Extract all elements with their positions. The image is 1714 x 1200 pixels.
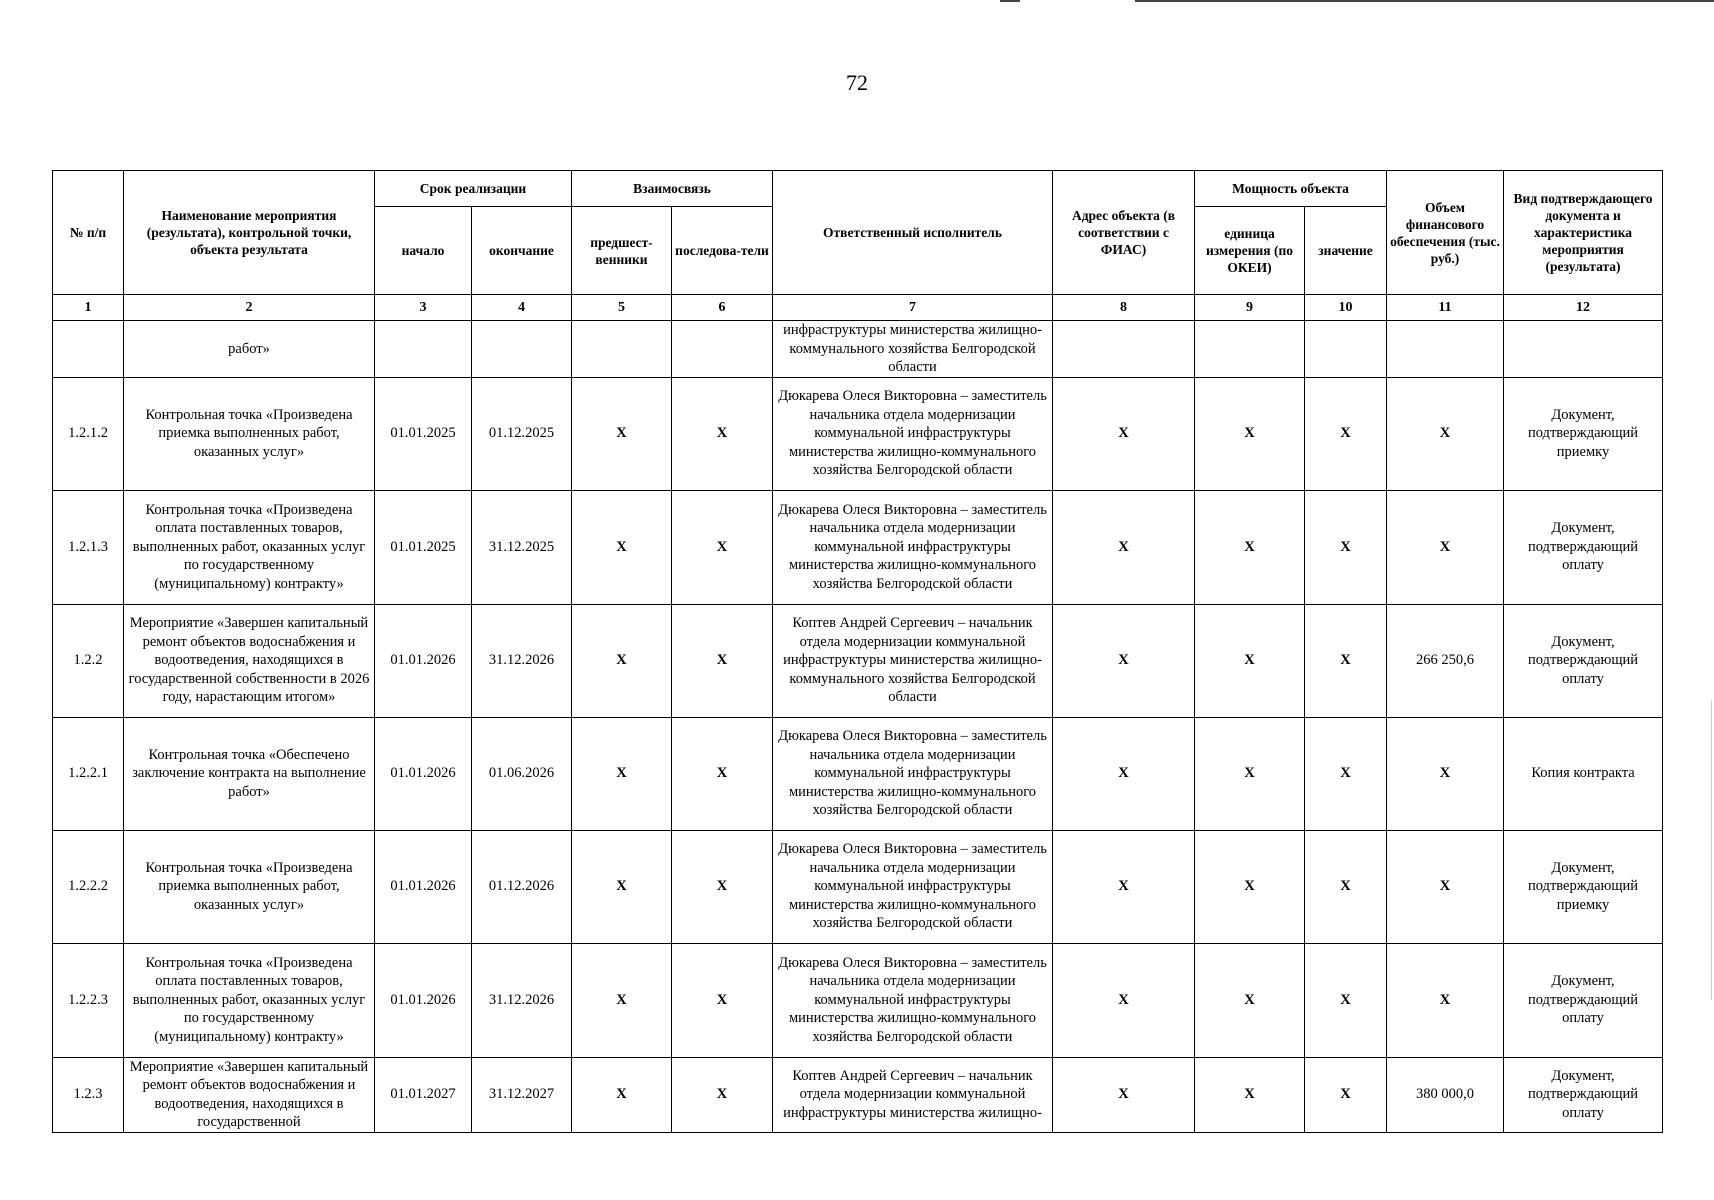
row-prev [572,321,672,378]
row-address: X [1053,830,1195,943]
row-next: X [672,943,773,1057]
row-doc: Документ, подтверждающий оплату [1504,604,1663,717]
col-number: 8 [1053,295,1195,321]
row-doc: Документ, подтверждающий оплату [1504,1057,1663,1132]
col-number: 10 [1305,295,1387,321]
table-row [53,717,1663,830]
col-number: 3 [375,295,472,321]
header-finance: Объем финансового обеспечения (тыс. руб.) [1387,171,1504,295]
row-num: 1.2.2.3 [53,943,124,1057]
col-number: 11 [1387,295,1504,321]
col-number: 1 [53,295,124,321]
row-num: 1.2.3 [53,1057,124,1132]
header-term-end: окончание [472,207,572,295]
row-finance: X [1387,490,1504,604]
header-capacity-group: Мощность объекта [1195,171,1387,207]
row-doc: Копия контракта [1504,717,1663,830]
row-next: X [672,377,773,490]
row-name: Мероприятие «Завершен капитальный ремонт объектов водоснабжения и водоотведения, находящихся в государственной [124,1057,375,1132]
row-unit: X [1195,1057,1305,1132]
row-next: X [672,604,773,717]
activities-table [52,170,1663,1133]
row-num: 1.2.2.1 [53,717,124,830]
row-name: Контрольная точка «Обеспечено заключение контракта на выполнение работ» [124,717,375,830]
row-doc: Документ, подтверждающий приемку [1504,377,1663,490]
row-end: 01.06.2026 [472,717,572,830]
row-executor: Дюкарева Олеся Викторовна – заместитель начальника отдела модернизации коммунальной инфраструктуры министерства жилищно-коммунального хозяйства Белгородской области [773,377,1053,490]
row-address [1053,321,1195,378]
row-executor: Дюкарева Олеся Викторовна – заместитель начальника отдела модернизации коммунальной инфраструктуры министерства жилищно-коммунального хозяйства Белгородской области [773,717,1053,830]
row-prev: X [572,377,672,490]
row-prev: X [572,1057,672,1132]
row-address: X [1053,717,1195,830]
row-unit: X [1195,604,1305,717]
header-link-next: последова-тели [672,207,773,295]
row-next: X [672,717,773,830]
row-address: X [1053,943,1195,1057]
header-name: Наименование мероприятия (результата), контрольной точки, объекта результата [124,171,375,295]
col-number: 2 [124,295,375,321]
row-value: X [1305,1057,1387,1132]
row-address: X [1053,604,1195,717]
scan-edge-top [1135,0,1714,2]
row-next [672,321,773,378]
row-next: X [672,1057,773,1132]
col-number: 7 [773,295,1053,321]
header-executor: Ответственный исполнитель [773,171,1053,295]
row-value [1305,321,1387,378]
row-finance: X [1387,943,1504,1057]
row-unit: X [1195,490,1305,604]
row-value: X [1305,830,1387,943]
row-end: 01.12.2025 [472,377,572,490]
scan-artifact-top [1000,0,1020,2]
row-finance: X [1387,717,1504,830]
table-row [53,321,1663,378]
row-end [472,321,572,378]
row-num: 1.2.1.3 [53,490,124,604]
header-link-prev: предшест-венники [572,207,672,295]
row-start: 01.01.2026 [375,943,472,1057]
col-number: 9 [1195,295,1305,321]
row-doc: Документ, подтверждающий приемку [1504,830,1663,943]
row-executor: Коптев Андрей Сергеевич – начальник отдела модернизации коммунальной инфраструктуры министерства жилищно-коммунального хозяйства Белгородской области [773,604,1053,717]
row-address: X [1053,490,1195,604]
row-finance [1387,321,1504,378]
row-name: Контрольная точка «Произведена приемка выполненных работ, оказанных услуг» [124,830,375,943]
col-number: 6 [672,295,773,321]
row-value: X [1305,490,1387,604]
row-prev: X [572,490,672,604]
row-finance: X [1387,377,1504,490]
row-start: 01.01.2027 [375,1057,472,1132]
row-start: 01.01.2026 [375,604,472,717]
row-start [375,321,472,378]
row-executor: Дюкарева Олеся Викторовна – заместитель начальника отдела модернизации коммунальной инфраструктуры министерства жилищно-коммунального хозяйства Белгородской области [773,490,1053,604]
row-doc: Документ, подтверждающий оплату [1504,943,1663,1057]
row-start: 01.01.2026 [375,717,472,830]
row-next: X [672,830,773,943]
row-end: 31.12.2027 [472,1057,572,1132]
row-unit: X [1195,830,1305,943]
table-row [53,490,1663,604]
header-link-group: Взаимосвязь [572,171,773,207]
row-unit [1195,321,1305,378]
row-next: X [672,490,773,604]
row-start: 01.01.2025 [375,377,472,490]
header-num: № п/п [53,171,124,295]
row-finance: X [1387,830,1504,943]
header-term-group: Срок реализации [375,171,572,207]
row-finance: 380 000,0 [1387,1057,1504,1132]
col-number: 5 [572,295,672,321]
table-row [53,377,1663,490]
row-value: X [1305,604,1387,717]
header-address: Адрес объекта (в соответствии с ФИАС) [1053,171,1195,295]
row-prev: X [572,604,672,717]
header-term-start: начало [375,207,472,295]
row-num: 1.2.2.2 [53,830,124,943]
header-doc-type: Вид подтверждающего документа и характеристика мероприятия (результата) [1504,171,1663,295]
scan-edge-right [1711,700,1712,1000]
row-finance: 266 250,6 [1387,604,1504,717]
row-num: 1.2.2 [53,604,124,717]
table-row [53,1057,1663,1132]
col-number: 4 [472,295,572,321]
row-prev: X [572,830,672,943]
row-name: работ» [124,321,375,378]
row-unit: X [1195,377,1305,490]
page-number: 72 [846,70,868,95]
table-row [53,943,1663,1057]
row-executor: Коптев Андрей Сергеевич – начальник отдела модернизации коммунальной инфраструктуры министерства жилищно- [773,1057,1053,1132]
row-num: 1.2.1.2 [53,377,124,490]
row-start: 01.01.2026 [375,830,472,943]
row-name: Мероприятие «Завершен капитальный ремонт объектов водоснабжения и водоотведения, находящихся в государственной собственности в 2026 году, нарастающим итогом» [124,604,375,717]
row-end: 31.12.2026 [472,604,572,717]
row-unit: X [1195,943,1305,1057]
row-executor: Дюкарева Олеся Викторовна – заместитель начальника отдела модернизации коммунальной инфраструктуры министерства жилищно-коммунального хозяйства Белгородской области [773,830,1053,943]
header-unit: единица измерения (по ОКЕИ) [1195,207,1305,295]
row-unit: X [1195,717,1305,830]
row-end: 01.12.2026 [472,830,572,943]
row-doc [1504,321,1663,378]
col-number: 12 [1504,295,1663,321]
row-name: Контрольная точка «Произведена оплата поставленных товаров, выполненных работ, оказанных услуг по государственному (муниципальному) контракту» [124,490,375,604]
row-prev: X [572,717,672,830]
row-address: X [1053,1057,1195,1132]
header-value: значение [1305,207,1387,295]
row-name: Контрольная точка «Произведена приемка выполненных работ, оказанных услуг» [124,377,375,490]
row-value: X [1305,943,1387,1057]
row-num [53,321,124,378]
row-prev: X [572,943,672,1057]
row-end: 31.12.2025 [472,490,572,604]
row-end: 31.12.2026 [472,943,572,1057]
table-row [53,604,1663,717]
row-value: X [1305,377,1387,490]
row-name: Контрольная точка «Произведена оплата поставленных товаров, выполненных работ, оказанных услуг по государственному (муниципальному) контракту» [124,943,375,1057]
row-address: X [1053,377,1195,490]
row-value: X [1305,717,1387,830]
table-row [53,830,1663,943]
row-executor: инфраструктуры министерства жилищно-коммунального хозяйства Белгородской области [773,321,1053,378]
row-start: 01.01.2025 [375,490,472,604]
row-doc: Документ, подтверждающий оплату [1504,490,1663,604]
row-executor: Дюкарева Олеся Викторовна – заместитель начальника отдела модернизации коммунальной инфраструктуры министерства жилищно-коммунального хозяйства Белгородской области [773,943,1053,1057]
